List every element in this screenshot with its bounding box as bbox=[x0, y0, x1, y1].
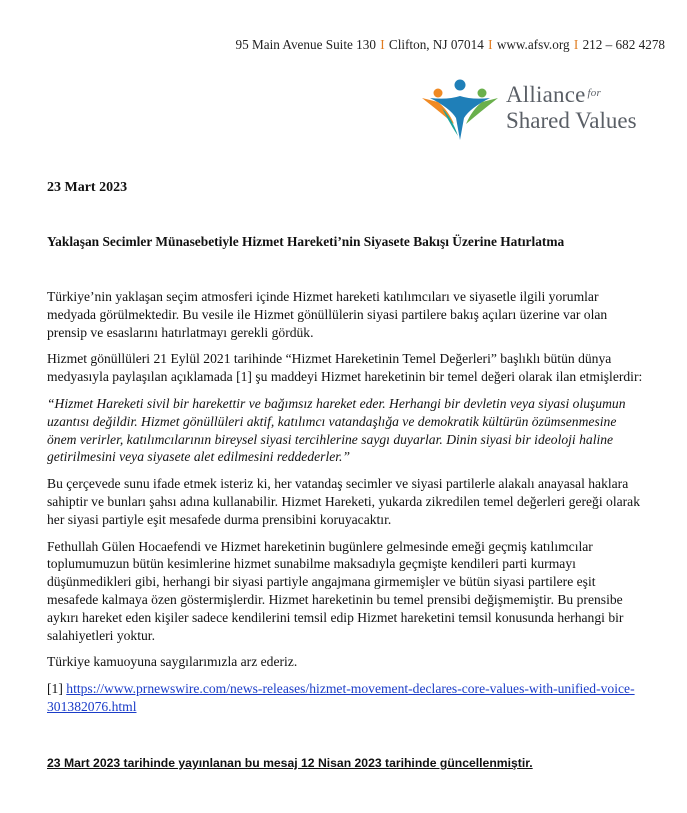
logo-line-1: Alliance $^{for}$ bbox=[506, 82, 601, 107]
website: www.afsv.org bbox=[496, 37, 570, 52]
letter-body bbox=[47, 288, 643, 725]
paragraph: Fethullah Gülen Hocaefendi ve Hizmet hareketinin bugünlere gelmesinde emeği geçmiş katılımcılar toplumumuzun bütün kesimlerine hizmet sunabilme maksadıyla geçmişte kendileri parti kurmayı düşünmedikleri gibi, herhangi bir siyasi partiyle angajmana girmemişler ve bütün siyasi partilere eşit mesafede kalmaya özen göstermişlerdir. Hizmet hareketinin bu temel prensibi değişmemiştir. Bu prensibe aykırı hareket eden kişiler sadece kendilerini temsil edip Hizmet hareketini temsil konusunda herhangi bir salahiyetleri yoktur. bbox=[47, 538, 624, 643]
people-emblem-icon bbox=[420, 78, 500, 140]
phone: 212 – 682 4278 bbox=[582, 37, 665, 52]
separator: I bbox=[573, 37, 579, 52]
paragraph: Bu çerçevede sunu ifade etmek isteriz ki, her vatandaş secimler ve siyasi partilerle alakalı anayasal haklara sahiptir ve bunları şahsı adına kullanabilir. Hizmet Hareketi, yukarda zikredilen temel değerleri gereği olarak her siyasi partiyle eşit mesafede durma prensibini koruyacaktır. bbox=[47, 476, 640, 527]
paragraph: Türkiye’nin yaklaşan seçim atmosferi içinde Hizmet hareketi katılımcıları ve siyasetle ilgili yorumlar medyada görülmektedir. Bu vesile ile Hizmet gönüllülerin siyasi partilere bakış açıları üzerine var olan prensip ve esaslarını hatırlatmayı gerekli gördük. bbox=[47, 289, 608, 340]
separator: I bbox=[380, 37, 385, 52]
letterhead-contact bbox=[0, 37, 665, 53]
paragraph: Hizmet gönüllüleri 21 Eylül 2021 tarihinde “Hizmet Hareketinin Temel Değerleri” başlıklı bütün dünya medyasıyla paylaşılan açıklamada [1] şu maddeyi Hizmet hareketinin bir temel değeri olarak ilan etmişlerdir: bbox=[47, 351, 643, 385]
head-orange bbox=[434, 89, 443, 98]
separator: I bbox=[488, 37, 493, 52]
figure-blue bbox=[430, 96, 490, 140]
organization-logo bbox=[420, 78, 660, 140]
footnote bbox=[47, 680, 643, 716]
footnote-marker: [1] bbox=[47, 681, 63, 697]
footnote-link[interactable]: https://www.prnewswire.com/news-releases/hizmet-movement-declares-core-values-with-unified-voice-301382076.html bbox=[47, 681, 635, 714]
address: 95 Main Avenue Suite 130 bbox=[235, 37, 376, 52]
update-note: 23 Mart 2023 tarihinde yayınlanan bu mesaj 12 Nisan 2023 tarihinde güncellenmiştir. bbox=[47, 756, 533, 770]
logo-line-2: Shared Values bbox=[506, 108, 637, 133]
quoted-paragraph: “Hizmet Hareketi sivil bir harekettir ve bağımsız hareket eder. Herhangi bir devletin veya siyasi oluşumun uzantısı değildir. Hizmet gönüllüleri aktif, katılımcı vatandaşlığa ve demokratik kültürün özümsenmesine önem verirler, katılımcılarının bireysel siyasi tercihlerine saygı duyarlar. Dinin siyasi bir ideoloji haline getirilmesini veya siyasete alet edilmesini reddederler.” bbox=[47, 395, 626, 465]
letter-headline: Yaklaşan Secimler Münasebetiyle Hizmet Hareketi’nin Siyasete Bakışı Üzerine Hatırlatma bbox=[47, 234, 565, 249]
head-green bbox=[478, 89, 487, 98]
city: Clifton, NJ 07014 bbox=[388, 37, 484, 52]
closing-paragraph: Türkiye kamuoyuna saygılarımızla arz ederiz. bbox=[47, 654, 298, 670]
head-blue bbox=[455, 80, 466, 91]
letter-date: 23 Mart 2023 bbox=[47, 180, 128, 195]
